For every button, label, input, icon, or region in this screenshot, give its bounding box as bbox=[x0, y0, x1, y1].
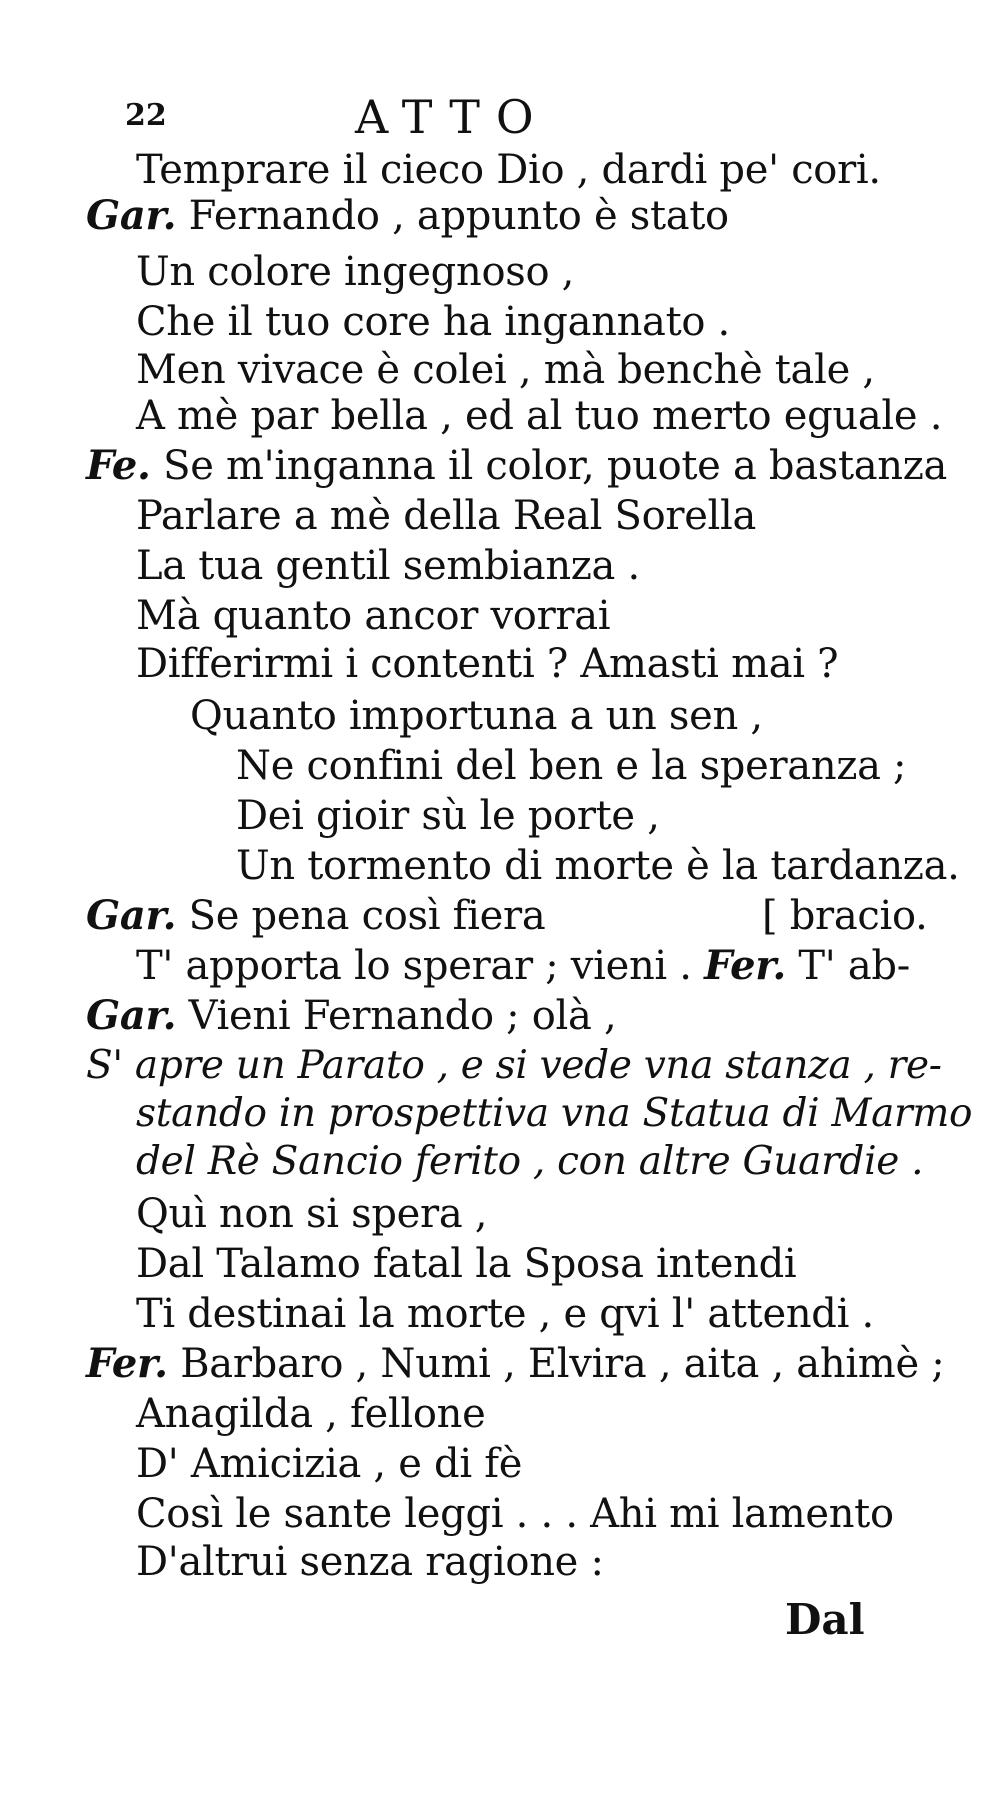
line-text: D' Amicizia , e di fè bbox=[136, 1441, 523, 1487]
verse-line bbox=[86, 442, 948, 489]
verse-line bbox=[136, 493, 757, 539]
line-text: Differirmi i contenti ? Amasti mai ? bbox=[136, 641, 839, 687]
verse-line bbox=[136, 249, 575, 295]
verse-line bbox=[136, 1241, 797, 1287]
verse-line bbox=[136, 299, 730, 345]
line-text: [ bracio. bbox=[762, 893, 928, 939]
verse-line bbox=[136, 347, 875, 393]
stage-direction bbox=[136, 1139, 924, 1184]
verse-line bbox=[136, 1291, 874, 1337]
speaker-label: Fe. bbox=[86, 442, 151, 489]
line-text: Dei gioir sù le porte , bbox=[236, 793, 660, 839]
page-number: 22 bbox=[125, 98, 167, 133]
line-text: del Rè Sancio ferito , con altre Guardie . bbox=[136, 1139, 924, 1184]
verse-line bbox=[136, 1441, 523, 1487]
line-text: Ne confini del ben e la speranza ; bbox=[236, 743, 907, 789]
verse-line bbox=[136, 1191, 488, 1237]
line-text: Un colore ingegnoso , bbox=[136, 249, 575, 295]
verse-line bbox=[136, 641, 839, 687]
line-text: T' ab- bbox=[785, 943, 910, 989]
line-text: A mè par bella , ed al tuo merto eguale . bbox=[136, 393, 943, 439]
line-text: Parlare a mè della Real Sorella bbox=[136, 493, 757, 539]
line-text: Che il tuo core ha ingannato . bbox=[136, 299, 730, 345]
line-text: Quanto importuna a un sen , bbox=[190, 693, 763, 739]
verse-line bbox=[236, 793, 660, 839]
verse-line bbox=[136, 147, 881, 193]
verse-line bbox=[136, 1391, 486, 1437]
line-text: Vieni Fernando ; olà , bbox=[176, 993, 617, 1039]
line-text: Temprare il cieco Dio , dardi pe' cori. bbox=[136, 147, 881, 193]
verse-line bbox=[190, 693, 763, 739]
speaker-label: Gar. bbox=[86, 192, 177, 239]
line-text: Anagilda , fellone bbox=[136, 1391, 486, 1437]
verse-line bbox=[136, 543, 640, 589]
line-text: La tua gentil sembianza . bbox=[136, 543, 640, 589]
speaker-label: Fer. bbox=[86, 1340, 168, 1387]
line-text: Un tormento di morte è la tardanza. bbox=[236, 843, 960, 889]
verse-line bbox=[86, 192, 729, 239]
line-text: D'altrui senza ragione : bbox=[136, 1539, 604, 1585]
line-text: T' apporta lo sperar ; vieni . bbox=[136, 943, 705, 989]
line-text: S' apre un Parato , e si vede vna stanza , re- bbox=[86, 1043, 942, 1088]
line-text: Ti destinai la morte , e qvi l' attendi . bbox=[136, 1291, 874, 1337]
line-text: Men vivace è colei , mà benchè tale , bbox=[136, 347, 875, 393]
line-text: Così le sante leggi . . . Ahi mi lamento bbox=[136, 1491, 894, 1537]
verse-line bbox=[136, 1491, 894, 1537]
speaker-label: Gar. bbox=[86, 992, 177, 1039]
running-head: ATTO bbox=[355, 90, 550, 144]
speaker-label: Gar. bbox=[86, 892, 177, 939]
stage-direction bbox=[136, 1091, 973, 1136]
verse-line bbox=[136, 942, 910, 989]
verse-line bbox=[86, 992, 617, 1039]
speaker-label: Fer. bbox=[704, 942, 786, 989]
line-text: Barbaro , Numi , Elvira , aita , ahimè ; bbox=[167, 1341, 945, 1387]
verse-line bbox=[136, 1539, 604, 1585]
verse-line bbox=[236, 843, 960, 889]
line-text: stando in prospettiva vna Statua di Marmo bbox=[136, 1091, 973, 1136]
verse-line bbox=[136, 393, 943, 439]
verse-line bbox=[136, 593, 611, 639]
line-text: Quì non si spera , bbox=[136, 1191, 488, 1237]
verse-line-turnover bbox=[762, 893, 928, 939]
line-text: Se m'inganna il color, puote a bastanza bbox=[150, 443, 948, 489]
line-text: Dal Talamo fatal la Sposa intendi bbox=[136, 1241, 797, 1287]
verse-line bbox=[86, 1340, 945, 1387]
catchword: Dal bbox=[785, 1595, 865, 1644]
line-text: Mà quanto ancor vorrai bbox=[136, 593, 611, 639]
stage-direction bbox=[86, 1043, 942, 1088]
line-text: Fernando , appunto è stato bbox=[176, 193, 729, 239]
line-text: Se pena così fiera bbox=[176, 893, 546, 939]
verse-line bbox=[86, 892, 546, 939]
page-header bbox=[125, 90, 685, 148]
verse-line bbox=[236, 743, 907, 789]
